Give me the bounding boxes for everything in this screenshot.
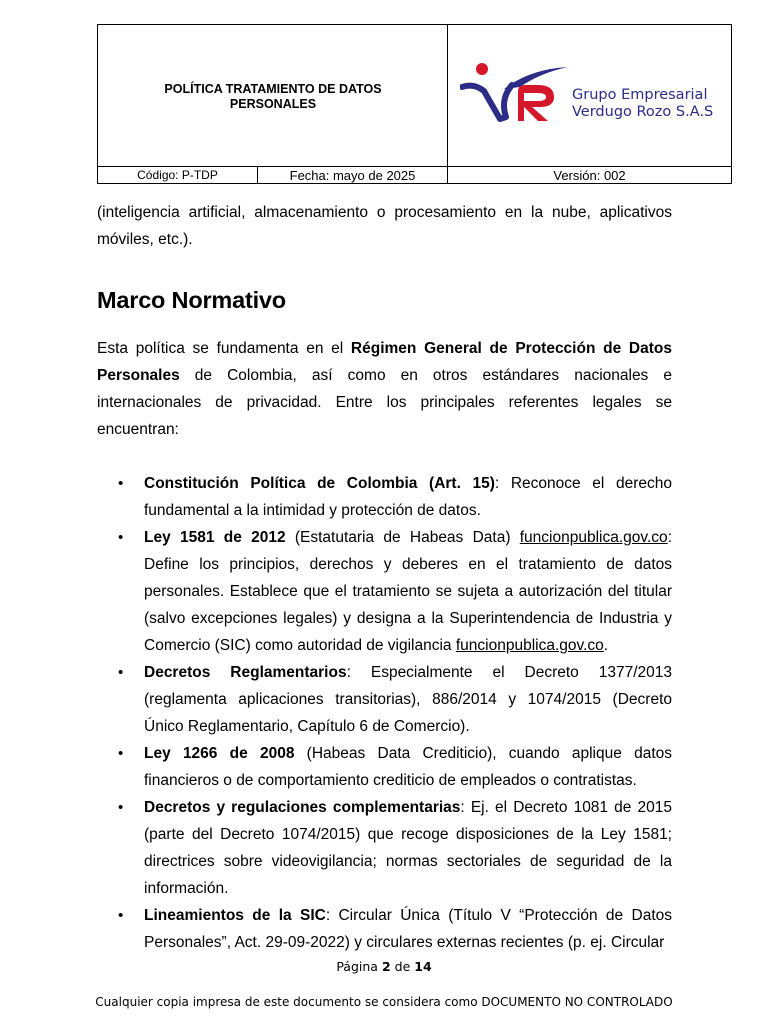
intro-paragraph — [97, 335, 672, 443]
list-item-decretos-complementarios — [97, 794, 672, 902]
document-title-line2: PERSONALES — [229, 97, 317, 111]
list-item-text: : Circular Única (Título V “Protección de Datos Personales”, Act. 29-09-2022) y circulares externas recientes (p. ej. Circular — [144, 907, 672, 951]
list-item-ley-1581 — [97, 524, 672, 659]
funcionpublica-link[interactable]: funcionpublica.gov.co — [455, 637, 604, 654]
list-item-lineamientos-sic — [97, 902, 672, 956]
company-name-line1: Grupo Empresarial — [572, 87, 708, 103]
intro-text-post: de Colombia, así como en otros estándares nacionales e internacionales de privacidad. Entre los principales referentes legales se encuentran: — [97, 367, 672, 438]
list-item-text: : Define los principios, derechos y deberes en el tratamiento de datos personales. Establece que el tratamiento se sujeta a autorización del titular (salvo excepciones legales) y designa a la Superintendencia de Industria y Comercio (SIC) como autoridad de vigilancia — [144, 529, 672, 654]
continuation-paragraph: (inteligencia artificial, almacenamiento o procesamiento en la nube, aplicativos móviles, etc.). — [97, 204, 672, 248]
list-item-title: Lineamientos de la SIC — [144, 907, 326, 924]
document-title — [98, 82, 448, 112]
list-item-title: Constitución Política de Colombia (Art. 15) — [144, 475, 495, 492]
section-heading: Marco Normativo — [97, 287, 286, 313]
document-header — [97, 24, 732, 184]
document-title-line1: POLÍTICA TRATAMIENTO DE DATOS — [164, 82, 382, 96]
page-label: Página — [336, 959, 378, 974]
list-item-text: (Estatutaria de Habeas Data) — [285, 529, 520, 546]
list-item-text: (Habeas Data Crediticio), cuando aplique datos financieros o de comportamiento crediticio de empleados o contratistas. — [144, 745, 672, 789]
list-item-text: : Ej. el Decreto 1081 de 2015 (parte del Decreto 1074/2015) que recoge disposiciones de la Ley 1581; directrices sobre videovigilancia; normas sectoriales de seguridad de la información. — [144, 799, 672, 897]
document-body — [97, 199, 672, 956]
list-item-text: : Especialmente el Decreto 1377/2013 (reglamenta aplicaciones transitorias), 886/2014 y 1074/2015 (Decreto Único Reglamentario, Capítulo 6 de Comercio). — [144, 664, 672, 735]
list-item-constitucion — [97, 470, 672, 524]
funcionpublica-link[interactable]: funcionpublica.gov.co — [519, 529, 668, 546]
header-logo-cell — [448, 25, 731, 166]
company-name — [572, 87, 713, 121]
list-item-text: . — [603, 637, 609, 654]
page-current: 2 — [381, 959, 391, 974]
list-item-title: Ley 1581 de 2012 — [144, 529, 286, 546]
header-title-cell — [98, 25, 448, 166]
list-item-text: : Reconoce el derecho fundamental a la intimidad y protección de datos. — [144, 475, 672, 519]
company-name-line2: Verdugo Rozo S.A.S — [572, 104, 714, 120]
list-item-title: Decretos Reglamentarios — [144, 664, 347, 681]
legal-references-list — [97, 470, 672, 956]
list-item-ley-1266 — [97, 740, 672, 794]
uncontrolled-copy-notice: Cualquier copia impresa de este documento se considera como DOCUMENTO NO CONTROLADO — [95, 995, 673, 1009]
intro-text-pre: Esta política se fundamenta en el — [97, 340, 351, 357]
document-date: Fecha: mayo de 2025 — [258, 167, 448, 184]
page-number — [0, 959, 768, 975]
document-code: Código: P-TDP — [98, 167, 258, 184]
intro-text-bold: Régimen General de Protección de Datos Personales — [97, 340, 672, 384]
document-version: Versión: 002 — [553, 168, 626, 183]
page-of: de — [394, 959, 411, 974]
list-item-decretos-reglamentarios — [97, 659, 672, 740]
list-item-title: Decretos y regulaciones complementarias — [144, 799, 461, 816]
company-logo-icon — [460, 61, 570, 126]
header-meta-row — [98, 166, 731, 183]
page-total: 14 — [414, 959, 432, 974]
list-item-title: Ley 1266 de 2008 — [144, 745, 295, 762]
